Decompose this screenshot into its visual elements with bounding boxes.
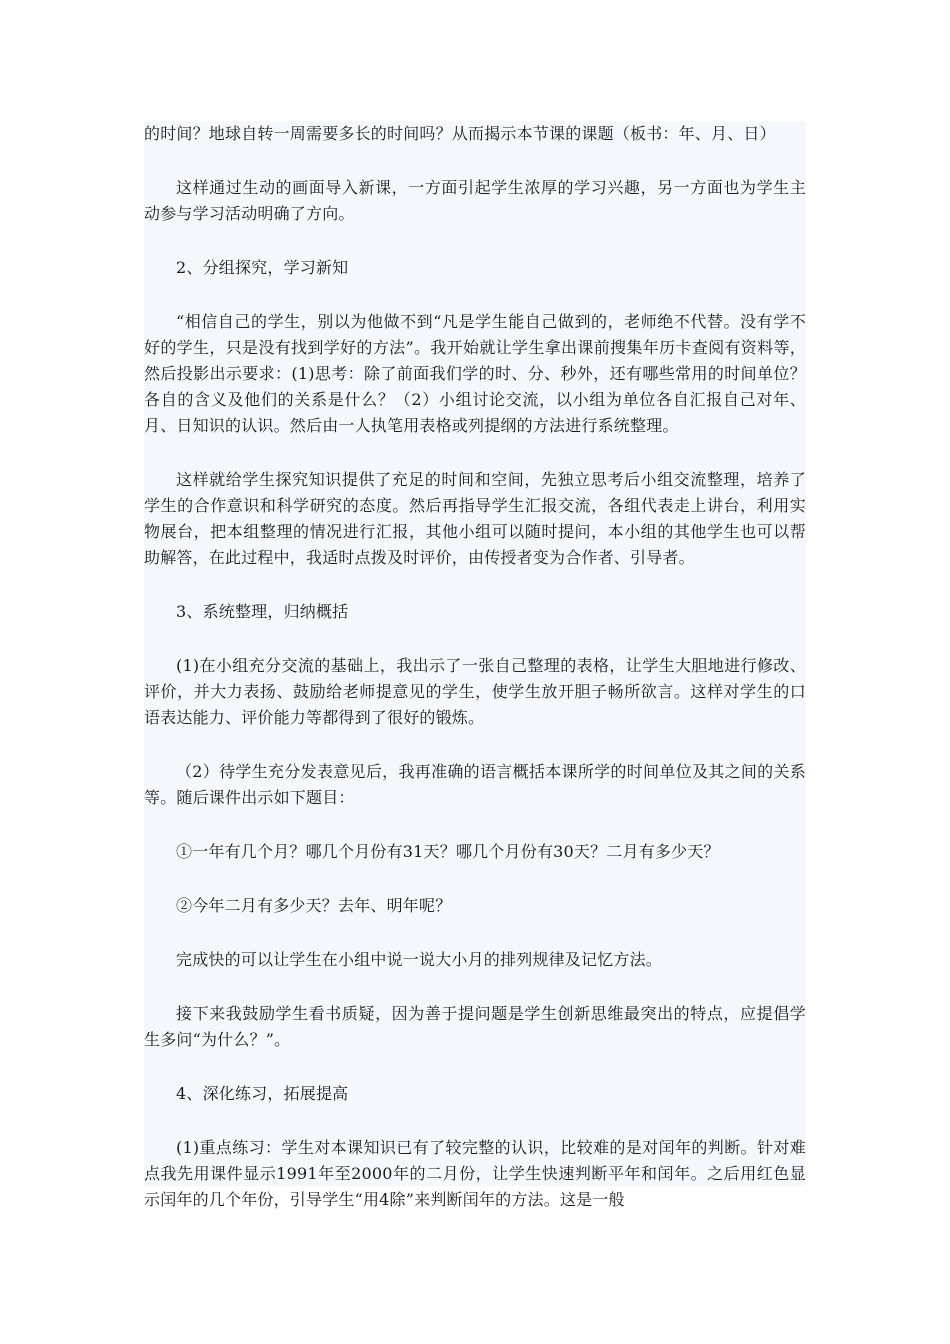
paragraph-key-practice: (1)重点练习：学生对本课知识已有了较完整的认识，比较难的是对闰年的判断。针对难点我先用课件显示1991年至2000年的二月份，让学生快速判断平年和闰年。之后用红色显示闰年的几个年份，引导学生“用4除”来判断闰年的方法。这是一般: [144, 1138, 806, 1209]
section-heading-4: 4、深化练习，拓展提高: [176, 1084, 349, 1103]
question-2: ②今年二月有多少天？去年、明年呢？: [176, 896, 452, 915]
paragraph-summary: （2）待学生充分发表意见后，我再准确的语言概括本课所学的时间单位及其之间的关系等。随后课件出示如下题目：: [144, 762, 806, 807]
question-1: ①一年有几个月？哪几个月份有31天？哪几个月份有30天？二月有多少天？: [176, 842, 720, 861]
paragraph-group-exploration: “相信自己的学生，别以为他做不到“凡是学生能自己做到的，老师绝不代替。没有学不好的学生，只是没有找到学好的方法”。我开始就让学生拿出课前搜集年历卡查阅有资料等，然后投影出示要求：(1)思考：除了前面我们学的时、分、秒外，还有哪些常用的时间单位？各自的含义及他们的关系是什么？（2）小组讨论交流，以小组为单位各自汇报自己对年、月、日知识的认识。然后由一人执笔用表格或列提纲的方法进行系统整理。: [144, 312, 806, 435]
paragraph-continuation: 的时间？地球自转一周需要多长的时间吗？从而揭示本节课的课题（板书：年、月、日）: [144, 124, 776, 143]
section-heading-2: 2、分组探究，学习新知: [176, 258, 349, 277]
section-heading-3: 3、系统整理，归纳概括: [176, 602, 349, 621]
paragraph-exploration-effect: 这样就给学生探究知识提供了充足的时间和空间，先独立思考后小组交流整理，培养了学生的合作意识和科学研究的态度。然后再指导学生汇报交流，各组代表走上讲台，利用实物展台，把本组整理的情况进行汇报，其他小组可以随时提问，本小组的其他学生也可以帮助解答，在此过程中，我适时点拨及时评价，由传授者变为合作者、引导者。: [144, 470, 806, 567]
paragraph-questioning: 接下来我鼓励学生看书质疑，因为善于提问题是学生创新思维最突出的特点，应提倡学生多问“为什么？”。: [144, 1004, 806, 1049]
paragraph-group-rules: 完成快的可以让学生在小组中说一说大小月的排列规律及记忆方法。: [176, 950, 663, 969]
document-body: [144, 121, 806, 1213]
paragraph-table-review: (1)在小组充分交流的基础上，我出示了一张自己整理的表格，让学生大胆地进行修改、评价，并大力表扬、鼓励给老师提意见的学生，使学生放开胆子畅所欲言。这样对学生的口语表达能力、评价能力等都得到了很好的锻炼。: [144, 656, 806, 727]
paragraph-intro-effect: 这样通过生动的画面导入新课，一方面引起学生浓厚的学习兴趣，另一方面也为学生主动参与学习活动明确了方向。: [144, 178, 806, 223]
